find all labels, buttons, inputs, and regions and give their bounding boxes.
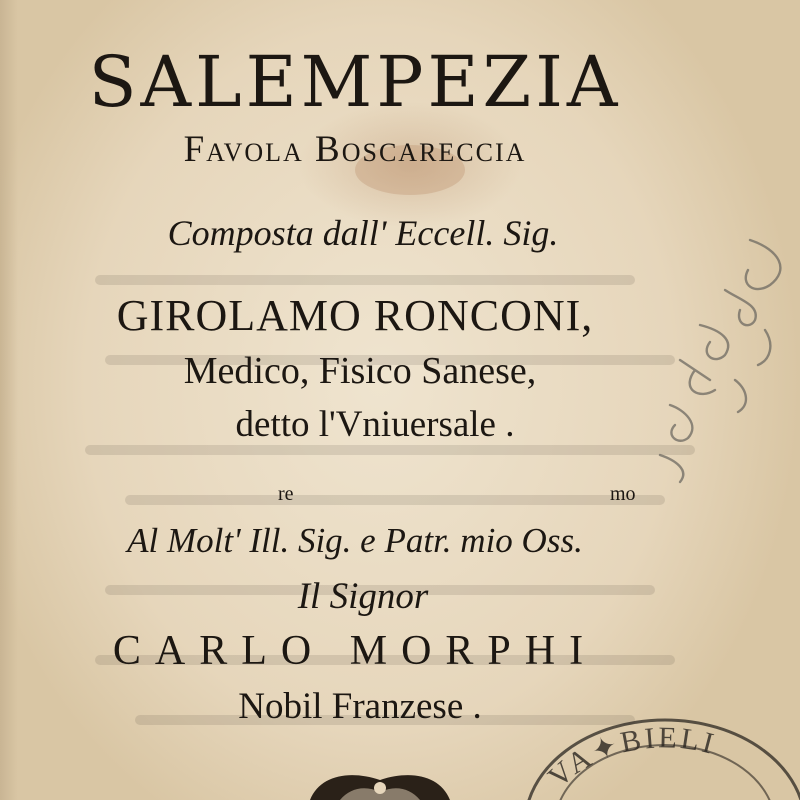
author-alias: detto l'Vniuersale . (235, 404, 515, 445)
dedicatee-name: CARLO MORPHI (112, 628, 598, 674)
library-stamp (510, 710, 800, 800)
composed-by-line: Composta dall' Eccell. Sig. (167, 213, 559, 253)
svg-text:VA✦BIELI (542, 721, 720, 794)
author-name: GIROLAMO RONCONI, (116, 291, 594, 340)
book-subtitle: Favola Boscareccia (183, 129, 527, 170)
book-title: SALEMPEZIA (88, 41, 622, 123)
superscript-mo: mo (610, 483, 636, 505)
dedication-line: Al Molt' Ill. Sig. e Patr. mio Oss. (127, 521, 583, 560)
stamp-text: VA✦BIELI (541, 721, 720, 795)
superscript-re: re (278, 483, 294, 505)
dedicatee-prefix: Il Signor (297, 576, 429, 617)
author-titles: Medico, Fisico Sanese, (183, 350, 537, 392)
dedicatee-origin: Nobil Franzese . (238, 686, 482, 727)
printers-ornament (300, 770, 460, 800)
pencil-annotation (640, 230, 800, 490)
